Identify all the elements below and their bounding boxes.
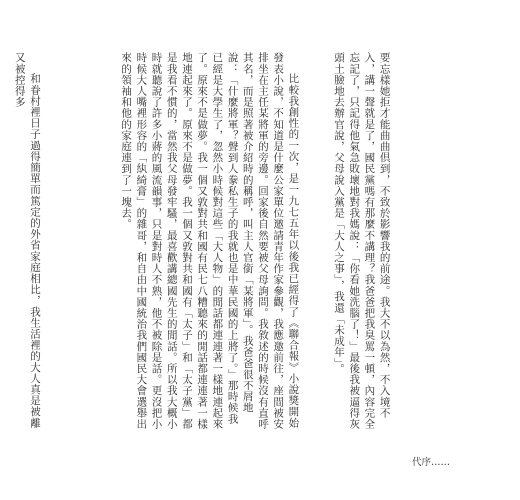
paragraph: 比較我創性的一次，是一九七五年以後我已經得了《聯合報》小說獎開始發表小說，不知道是什麼公家單位邀請青年作家參觀，我應邀前往，座間被安排坐在主任某將軍的旁邊。回家後自然要被父母詢問。我敘述的時候沒有直呼其名，而是照著被介紹時的稱呼，叫主人官銜「某將軍」。我爸爸很不屑地說：「什麼將軍？聲到人豢私生子的我就也是中華民國的上將了。」那時候我已經是大學生了，忽然小時候對這些「大人物」的閒話都連連著一樣地連起來了。原來不是做夢。我一個又敦對共和國有民七八糟聽來的閒話都連連著一樣地連起來了。原來不是做夢。我一個又敦對共和國有「太子」和「太子黨」都是我看不慣的，當然我父母發牢騷，最喜歡講總國先生的閒話。所以我大概小時就聽說了許多小蔣的風流韻事，只是對時人不熟，他不被除是話。更沒把小時候大人嘴裡形容的「紈綺膏」的雜哥，和自由中國統治我們國民大會選舉出來的領袖和他的家庭連到了一塊去。 bbox=[120, 52, 300, 430]
vertical-text-block bbox=[0, 52, 422, 430]
paragraph-gap bbox=[72, 52, 87, 430]
paragraph: 和眷村裡日子過得簡單而篤定的外省家庭相比，我生活裡的大人真是被離又被控得多 bbox=[13, 52, 41, 429]
running-footer: 代序…… bbox=[411, 457, 450, 468]
paragraph: 要忘樣她拒才能曲曲倶到，不致於影響我的前途。我大不以為然，不入境不入，講一聲就是了，國民黨嗎有那麼不講理？我爸爸把我臭罵一頓，內容完全忘記了，只記得他氣急敗壞地對我媽說：「你看她洗腦了！」最後我被逼得灰頭土臉地去辦官說，父母說入黨是「大人之事」，我還「未成年」。 bbox=[332, 52, 391, 430]
